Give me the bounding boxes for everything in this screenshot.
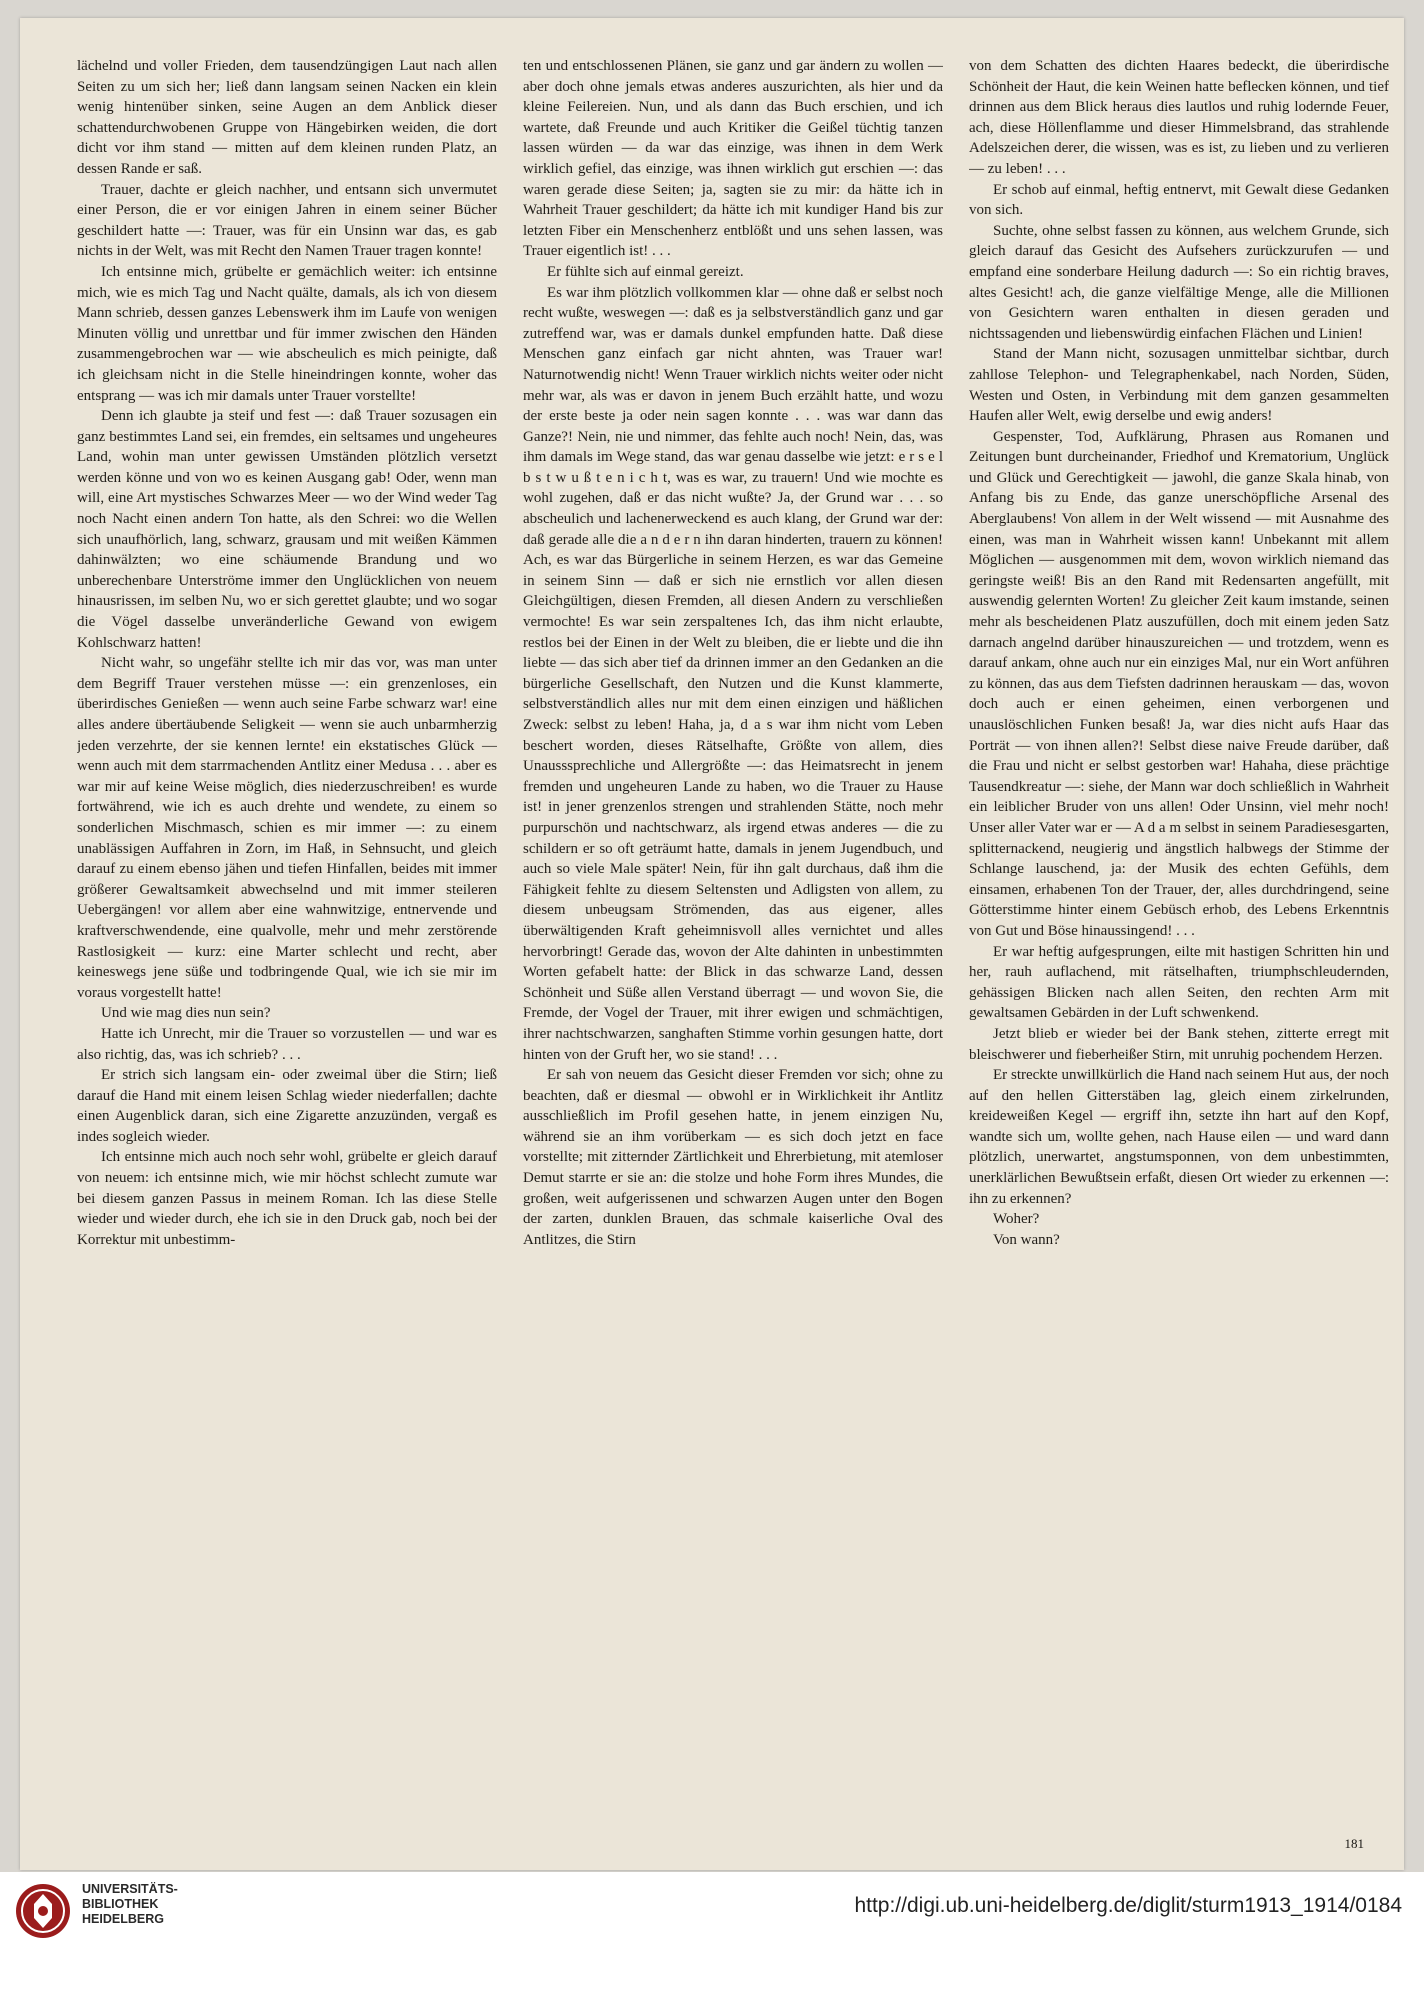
paragraph: Er streckte unwillkürlich die Hand nach seinem Hut aus, der noch auf den hellen Gitterstäben lag, gleich einem zirkelrunden, kreideweißen Kegel — ergriff ihn, setzte ihn hart auf den Kopf, wandte sich um, wollte gehen, nach Hause eilen — und ward dann plötzlich, unerwartet, angstumsponnen, von dem unbestimmten, unerklärlichen Bewußtsein erfaßt, diesen Ort wieder zu erkennen —: ihn zu erkennen?	[969, 1067, 1389, 1207]
paragraph: Stand der Mann nicht, sozusagen unmittelbar sichtbar, durch zahllose Telephon- und Telegraphenkabel, nach Norden, Süden, Westen und Osten, in Verbindung mit dem ganzen gesammelten Haufen aller Welt, ewig derselbe und ewig anders!	[969, 346, 1389, 425]
paragraph: Denn ich glaubte ja steif und fest —: daß Trauer sozusagen ein ganz bestimmtes Land sei, ein fremdes, ein seltsames und ungeheures Land, wohin man unter gewissen Umständen plötzlich versetzt werden könne und von wo es keinen Ausgang gab! Oder, wenn man will, eine Art mystisches Schwarzes Meer — wo der Wind weder Tag noch Nacht einen andern Ton hatte, als den Schrei: wo die Wellen sich unaufhörlich, lang, schwarz, grausam und mit weißen Kämmen dahinwälzten; wo eine schäumende Brandung und wo unberechenbare Unterströme immer den Unglücklichen von neuem hinausrissen, im selben Nu, wo er sich gerettet glaubte; und wo sogar die Vögel dasselbe unveränderliche Gewand von ewigem Kohlschwarz hatten!	[77, 408, 497, 651]
footer-bar	[0, 1872, 1424, 1996]
library-name	[82, 1882, 178, 1927]
text-column-1	[77, 56, 497, 1826]
paragraph: Gespenster, Tod, Aufklärung, Phrasen aus Romanen und Zeitungen bunt durcheinander, Friedhof und Krematorium, Unglück und Glück und Gerechtigkeit — jawohl, die ganze Skala hinab, von Anfang bis zu Ende, das ganze unerschöpfliche Arsenal des Aberglaubens! Von allem in der Welt wissend — mit Ausnahme des einen, was man in Wahrheit wissen kann! Unbekannt mit allem Möglichen — ausgenommen mit dem, wovon wirklich niemand das geringste weiß! Bis an den Rand mit Redensarten angefüllt, mit auswendig gelernten Worten! Zu gleicher Zeit kaum imstande, seinen mehr als bescheidenen Platz auszufüllen, doch mit einem jeden Satz darnach angelnd darüber hinauszureichen — und trotzdem, wenn es darauf ankam, ohne auch nur ein einziges Mal, nur ein Wort anführen zu können, das aus dem Tiefsten dadrinnen herauskam — das, wovon doch auch er einen geheimen, einen verborgenen und unauslöschlichen Funken besaß! Ja, war dies nicht aufs Haar das Porträt — von ihnen allen?! Selbst diese naive Freude darüber, daß die Frau und nicht er selbst gestorben war! Hahaha, diese prächtige Tausendkreatur —: siehe, der Mann war doch schließlich in Wahrheit ein leiblicher Bruder von uns allen! Oder Unsinn, viel mehr noch! Unser aller Vater war er — A d a m selbst in seinem Paradiesesgarten, splitternackend, neugierig und ängstlich halbwegs der Stimme der Schlange lauschend, ja: der Musik des echten Gefühls, dem einsamen, erhabenen Ton der Trauer, der, alles durchdringend, seine Götterstimme hinter einem Gebüsch erhob, des Lebens Erkenntnis von Gut und Böse hinaussingend! . . .	[969, 428, 1389, 939]
paragraph: lächelnd und voller Frieden, dem tausendzüngigen Laut nach allen Seiten zu um sich her; ließ dann langsam seinen Nacken ein klein wenig hintenüber sinken, seine Augen an dem Anblick dieser schattendurchwobenen Gruppe von Hängebirken weiden, die dort dicht vor ihm stand — mitten auf dem kleinen runden Platz, an dessen Rande er saß.	[77, 58, 497, 177]
paragraph: Und wie mag dies nun sein?	[101, 1005, 271, 1022]
paragraph: Er fühlte sich auf einmal gereizt.	[547, 263, 744, 280]
paragraph: Ich entsinne mich, grübelte er gemächlich weiter: ich entsinne mich, wie es mich Tag und Nacht quälte, damals, als ich von diesem Mann schrieb, dessen ganzes Lebenswerk ihm im Laufe von wenigen Minuten völlig und unrettbar und für immer zwischen den Händen zusammengebrochen war — wie abscheulich es mich peinigte, daß ich gleichsam nicht in die Stelle hineindringen konnte, woher das entsprang — was ich mir damals unter Trauer vorstellte!	[77, 263, 497, 404]
paragraph: Suchte, ohne selbst fassen zu können, aus welchem Grunde, sich gleich darauf das Gesicht des Aufsehers zurückzurufen — und empfand eine sonderbare Heilung dadurch —: So ein richtig braves, altes Gesicht! ach, die ganze vielfältige Menge, alle die Millionen von Gesichtern waren enthalten in diesen geraden und nichtssagenden und liebenswürdig einfachen Flächen und Linien!	[969, 222, 1389, 342]
paragraph: Es war ihm plötzlich vollkommen klar — ohne daß er selbst noch recht wußte, weswegen —: daß es ja selbstverständlich ganz und gar zutreffend war, was er damals dunkel empfunden hatte. Daß diese Menschen ganz einfach gar nicht ahnten, was Trauer war! Naturnotwendig nicht! Wenn Trauer wirklich nichts weiter oder nicht mehr war, als was er davon in jenem Buch erzählt hatte, und wozu der erste beste ja oder nein sagen konnte . . . was war dann das Ganze?! Nein, nie und nimmer, das fehlte auch noch! Nein, das, was ihm damals im Wege stand, das war genau dasselbe wie jetzt: e r s e l b s t w u ß t e n i c h t, was es war, zu trauern! Und wie mochte es wohl zugehen, daß er das nicht wußte? Ja, der Grund war . . . so abscheulich und lachenerweckend es auch klang, der Grund war der: daß gerade alle die a n d e r n ihn daran hinderten, trauern zu können! Ach, es war das Bürgerliche in seinem Herzen, es war das Gemeine in seinem Sinn — daß er sich nie ernstlich vor allen diesen Gleichgültigen, diesen Fremden, all diesen Andern zu verschließen vermochte! Es war sein zerspaltenes Ich, das ihm nicht erlaubte, restlos bei der Einen in der Welt zu bleiben, die er liebte und die ihn liebte — das sich aber tief da drinnen immer an den Gedanken an die bürgerliche Gesellschaft, den Nutzen und die Kunst klammerte, selbstverständlich alles nur mit dem einen einzigen und häßlichen Zweck: selbst zu leben! Haha, ja, d a s war ihm nicht vom Leben beschert worden, dieses Rätselhafte, Größte von allem, dies Unausssprechliche und Allergrößte —: das Heimatsrecht in jenem fremden und ungeheuren Lande zu haben, wo die Trauer zu Hause ist! in jener grenzenlos strengen und strahlenden Stätte, noch mehr purpurschön und nachtschwarz, als irgend etwas anderes — die zu schildern er so oft geträumt hatte, damals in jenem Jugendbuch, und auch so viele Male später! Nein, für ihn galt durchaus, daß ihm die Fähigkeit fehlte zu diesem Seltensten und Adligsten von allem, zu diesem unbeugsam Strömenden, das aus eigener, alles überwältigenden Kraft geheimnisvoll alles vernichtet und alles hervorbringt! Gerade das, wovon der Alte dahinten in unbestimmten Worten gefabelt hatte: der Blick in das schwarze Land, dessen Schönheit und Süße allen Verstand überragt — und wovon Sie, die Fremde, der Vogel der Trauer, mit ihrer ewigen und schmächtigen, ihrer nachtschwarzen, sanghaften Stimme vorhin gesungen hatte, dort hinten von der Gruft her, wo sie stand! . . .	[523, 284, 943, 1063]
paragraph: Ich entsinne mich auch noch sehr wohl, grübelte er gleich darauf von neuem: ich entsinne mich, wie mir höchst schlecht zumute war bei diesem ganzen Passus in meinem Roman. Ich las diese Stelle wieder und wieder durch, ehe ich sie in den Druck gab, noch bei der Korrektur mit unbestimm-	[77, 1149, 497, 1248]
library-name-line: HEIDELBERG	[82, 1912, 164, 1926]
university-seal-icon	[14, 1882, 72, 1940]
text-column-3	[969, 56, 1389, 1826]
source-url-link[interactable]: http://digi.ub.uni-heidelberg.de/diglit/sturm1913_1914/0184	[854, 1894, 1402, 1917]
paragraph: Er schob auf einmal, heftig entnervt, mit Gewalt diese Gedanken von sich.	[969, 181, 1389, 219]
paragraph: Trauer, dachte er gleich nachher, und entsann sich unvermutet einer Person, die er vor einigen Jahren in einem seiner Bücher geschildert hatte —: Trauer, was für ein Unsinn war das, es gab nichts in der Welt, was mit Recht den Namen Trauer tragen konnte!	[77, 181, 497, 260]
page-number: 181	[1344, 1836, 1364, 1851]
paragraph: Er sah von neuem das Gesicht dieser Fremden vor sich; ohne zu beachten, daß er diesmal — obwohl er in Wirklichkeit ihr Antlitz ausschließlich im Profil gesehen hatte, in jenem einzigen Nu, während sie an ihm vorüberkam — es sich doch jetzt en face vorstellte; mit zitternder Zärtlichkeit und Ehrerbietung, mit atemloser Demut starrte er sie an: die stolze und hohe Form ihres Mundes, die großen, weit aufgerissenen und schwarzen Augen unter den Bogen der zarten, dunklen Brauen, das schmale kaiserliche Oval des Antlitzes, die Stirn	[523, 1067, 943, 1248]
paragraph: ten und entschlossenen Plänen, sie ganz und gar ändern zu wollen — aber doch ohne jemals etwas anderes auszurichten, als hier und da kleine Feilereien. Nun, und als dann das Buch erschien, und ich wartete, daß Freunde und auch Kritiker die Geißel tüchtig tanzen lassen würden — da war das einzige, was ihnen in dem Werk wirklich gefiel, das einzige, was ihnen wirklich gut erschien —: das waren gerade diese Seiten; ja, sagten sie zu mir: da hätte ich in Wahrheit Trauer geschildert; da hätte ich mit kundiger Hand bis zur letzten Fiber ein Menschenherz entblößt und uns sehen lassen, was Trauer eigentlich ist! . . .	[523, 58, 943, 260]
paragraph: Woher?	[993, 1211, 1040, 1228]
paragraph: Von wann?	[993, 1231, 1060, 1248]
paragraph: Jetzt blieb er wieder bei der Bank stehen, zitterte erregt mit bleischwerer und fieberheißer Stirn, mit unruhig pochendem Herzen.	[969, 1025, 1389, 1063]
paragraph: Er war heftig aufgesprungen, eilte mit hastigen Schritten hin und her, rauh auflachend, mit rätselhaften, triumphschleudernden, gehässigen Blicken nach allen Seiten, den rechten Arm mit gewaltsamen Gebärden in der Luft schwenkend.	[969, 943, 1389, 1022]
paragraph: Hatte ich Unrecht, mir die Trauer so vorzustellen — und war es also richtig, das, was ich schrieb? . . .	[77, 1025, 497, 1063]
library-name-line: BIBLIOTHEK	[82, 1897, 159, 1911]
paragraph: von dem Schatten des dichten Haares bedeckt, die überirdische Schönheit der Haut, die kein Weinen hatte beflecken können, und tief drinnen aus dem Blick heraus dies lautlos und ruhig lodernde Feuer, ach, diese Höllenflamme und dieser Himmelsbrand, das strahlende Adelszeichen derer, die wissen, was es ist, zu lieben und zu verlieren — zu leben! . . .	[969, 58, 1389, 177]
paragraph: Nicht wahr, so ungefähr stellte ich mir das vor, was man unter dem Begriff Trauer verstehen müsse —: ein grenzenloses, ein überirdisches Genießen — wenn auch seine Farbe schwarz war! eine alles andere übertäubende Seligkeit — wenn sie auch unbarmherzig jeden verzehrte, der sie kennen lernte! ein ekstatisches Glück — wenn auch mit dem starrmachenden Antlitz einer Medusa . . . aber es war mir auf keine Weise möglich, dies niederzuschreiben! es wurde fortwährend, wie ich es auch drehte und wendete, zu einem so sonderlichen Mischmasch, schien es mir immer —: zu einem unablässigen Auffahren in Zorn, im Haß, in Sehnsucht, und gleich darauf zu einem ebenso jähen und tiefen Hinfallen, beides mit immer größerer Gewaltsamkeit abwechselnd und mit immer steileren Uebergängen! vor allem aber eine wahnwitzige, entnervende und kraftverschwendende, eine qualvolle, mehr und mehr zerstörende Rastlosigkeit — kurz: eine Marter schlecht und recht, aber keineswegs jene süße und todbringende Qual, wie ich sie mir im voraus vorgestellt hatte!	[77, 655, 497, 1001]
paragraph: Er strich sich langsam ein- oder zweimal über die Stirn; ließ darauf die Hand mit einem leisen Schlag wieder niederfallen; dachte einen Augenblick daran, sich eine Zigarette anzuzünden, vergaß es indes sogleich wieder.	[77, 1067, 497, 1145]
library-name-line: UNIVERSITÄTS-	[82, 1882, 178, 1896]
scanned-page	[20, 18, 1404, 1870]
text-column-2	[523, 56, 943, 1826]
